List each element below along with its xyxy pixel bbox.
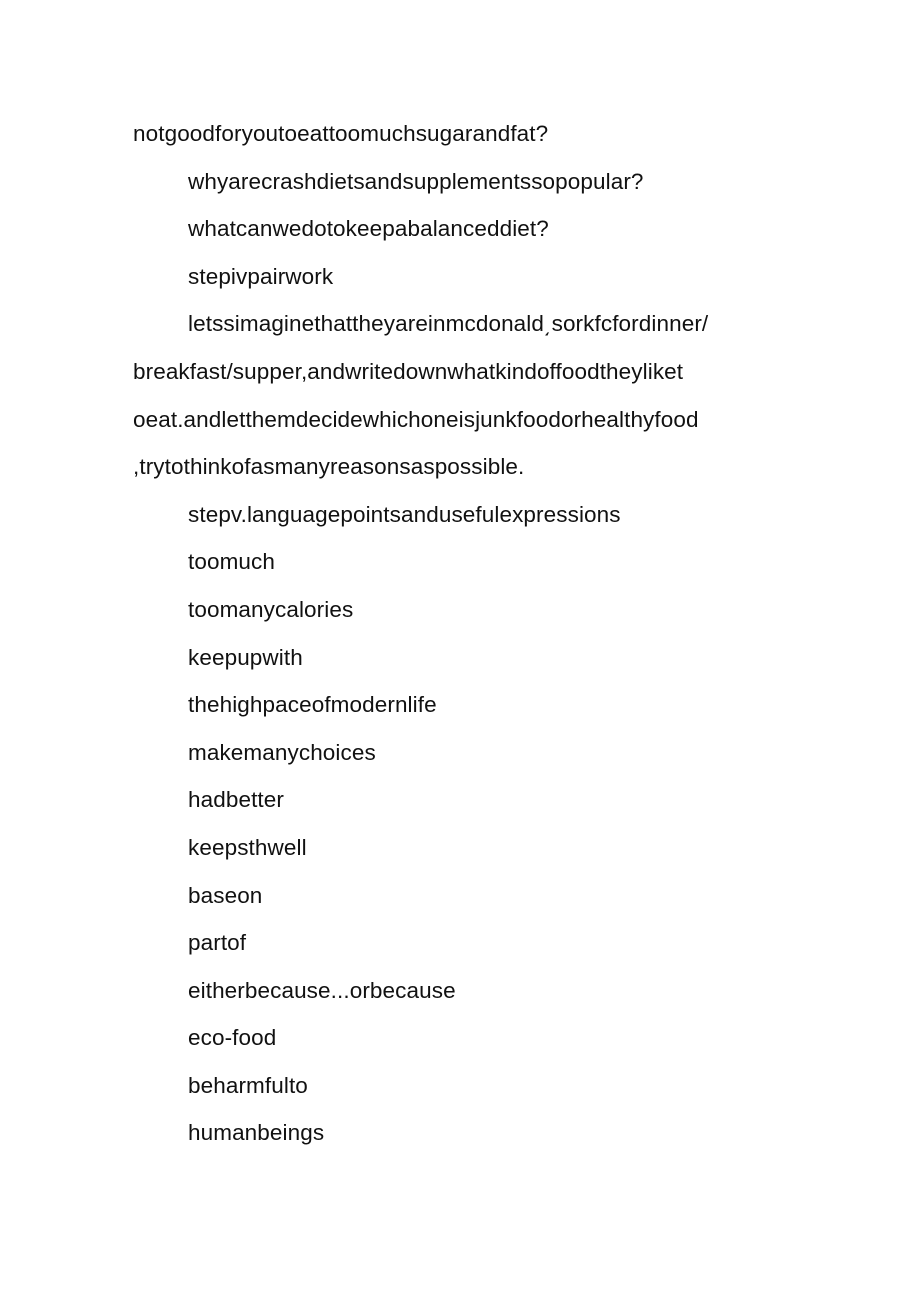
text-line: makemanychoices — [188, 739, 376, 765]
document-body — [133, 110, 793, 1157]
text-line: hadbetter — [188, 787, 284, 813]
text-line: keepupwith — [188, 644, 303, 670]
text-line: beharmfulto — [188, 1072, 308, 1098]
text-line: eitherbecause...orbecause — [188, 977, 456, 1003]
text-line: whyarecrashdietsandsupplementssopopular? — [188, 168, 644, 194]
text-line: ,trytothinkofasmanyreasonsaspossible. — [133, 454, 525, 480]
text-line: baseon — [188, 882, 263, 908]
text-line: stepv.languagepointsandusefulexpressions — [188, 501, 621, 527]
text-line: breakfast/supper,andwritedownwhatkindoffoodtheyliket — [133, 358, 684, 384]
text-line: keepsthwell — [188, 834, 307, 860]
text-line: toomanycalories — [188, 596, 354, 622]
text-line: notgoodforyoutoeattoomuchsugarandfat? — [133, 121, 549, 146]
text-line: letssimaginethattheyareinmcdonald͵sorkfcfordinner/ — [188, 311, 709, 337]
text-line: stepivpairwork — [188, 263, 334, 289]
text-line: partof — [188, 930, 247, 956]
text-line: oeat.andletthemdecidewhichoneisjunkfoodorhealthyfood — [133, 406, 699, 432]
text-line: whatcanwedotokeepabalanceddiet? — [188, 216, 549, 242]
text-line: thehighpaceofmodernlife — [188, 692, 437, 718]
text-line: eco-food — [188, 1025, 277, 1051]
text-line: humanbeings — [188, 1120, 325, 1146]
text-line: toomuch — [188, 549, 275, 575]
